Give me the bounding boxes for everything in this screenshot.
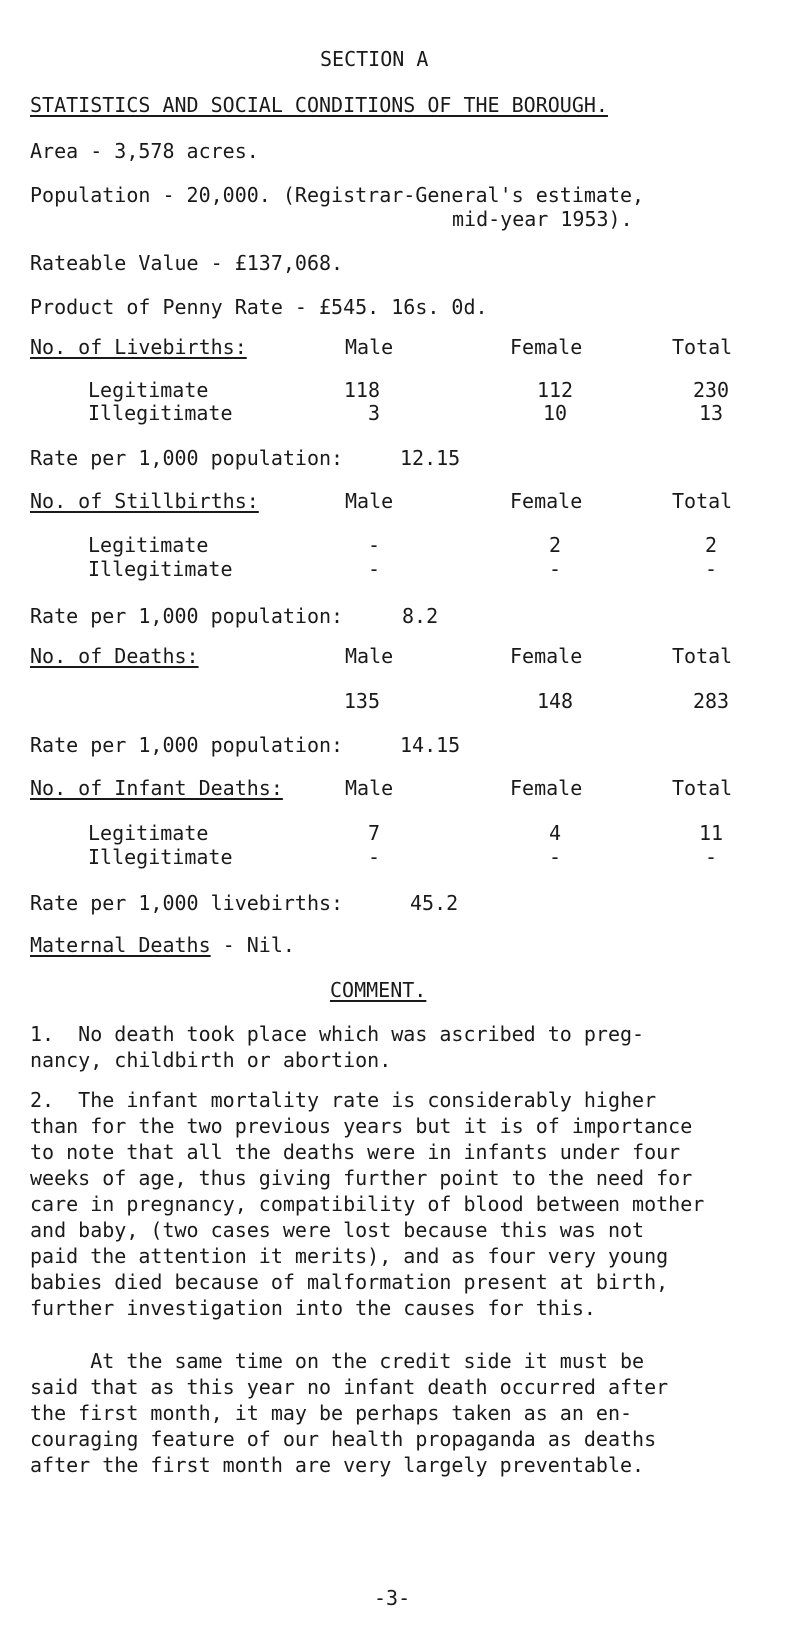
livebirths-row-label: Legitimate [88, 378, 209, 402]
livebirths-total-value: 13 [698, 401, 724, 425]
deaths-male-value: 135 [343, 689, 380, 713]
comment-line: 1. No death took place which was ascribed to preg- [30, 1022, 645, 1046]
infant-deaths-male-value: - [367, 845, 380, 869]
infant-deaths-rate-value: 45.2 [410, 891, 459, 915]
infant-deaths-male-value: 7 [367, 821, 380, 845]
comment-line: further investigation into the causes for this. [30, 1296, 596, 1320]
livebirths-female-value: 10 [542, 401, 568, 425]
livebirths-female-value: 112 [536, 378, 574, 402]
maternal-deaths-value: - Nil. [210, 933, 295, 957]
penny-rate-line: Product of Penny Rate - £545. 16s. 0d. [30, 295, 488, 319]
rateable-value-line: Rateable Value - £137,068. [30, 251, 344, 275]
comment-line: after the first month are very largely preventable. [30, 1453, 645, 1477]
livebirths-heading: No. of Livebirths: [30, 335, 247, 359]
comment-line: to note that all the deaths were in infants under four [30, 1140, 681, 1164]
comment-heading: COMMENT. [330, 978, 427, 1002]
deaths-col-male: Male [345, 644, 394, 668]
infant-deaths-row-label: Legitimate [88, 821, 209, 845]
infant-deaths-total-value: 11 [698, 821, 724, 845]
infant-deaths-female-value: 4 [548, 821, 562, 845]
livebirths-row-label: Illegitimate [88, 401, 233, 425]
page-title: STATISTICS AND SOCIAL CONDITIONS OF THE BOROUGH. [30, 93, 608, 117]
deaths-total-value: 283 [692, 689, 730, 713]
deaths-rate-label: Rate per 1,000 population: [30, 733, 344, 757]
livebirths-male-value: 118 [343, 378, 380, 402]
comment-line: nancy, childbirth or abortion. [30, 1048, 392, 1072]
stillbirths-total-value: 2 [704, 533, 718, 557]
population-line: Population - 20,000. (Registrar-General's estimate, [30, 183, 645, 207]
stillbirths-col-male: Male [345, 489, 394, 513]
deaths-col-total: Total [672, 644, 733, 668]
stillbirths-female-value: 2 [548, 533, 562, 557]
comment-line: said that as this year no infant death occurred after [30, 1375, 669, 1399]
stillbirths-col-female: Female [510, 489, 583, 513]
stillbirths-female-value: - [548, 557, 562, 581]
infant-deaths-col-total: Total [672, 776, 733, 800]
infant-deaths-female-value: - [548, 845, 562, 869]
maternal-deaths-line [30, 932, 295, 958]
infant-deaths-rate-label: Rate per 1,000 livebirths: [30, 891, 344, 915]
comment-paragraph-3 [30, 1348, 668, 1478]
livebirths-total-value: 230 [692, 378, 730, 402]
comment-line: weeks of age, thus giving further point to the need for [30, 1166, 693, 1190]
comment-line: than for the two previous years but it is of importance [30, 1114, 693, 1138]
stillbirths-rate-label: Rate per 1,000 population: [30, 604, 344, 628]
page-number: -3- [374, 1586, 411, 1610]
infant-deaths-col-female: Female [510, 776, 583, 800]
livebirths-col-total: Total [672, 335, 733, 359]
comment-line: and baby, (two cases were lost because this was not [30, 1218, 645, 1242]
infant-deaths-total-value: - [704, 845, 718, 869]
infant-deaths-col-male: Male [345, 776, 394, 800]
stillbirths-heading: No. of Stillbirths: [30, 489, 259, 513]
deaths-heading: No. of Deaths: [30, 644, 199, 668]
population-line-continued: mid-year 1953). [452, 207, 633, 231]
maternal-deaths-heading: Maternal Deaths [30, 933, 211, 957]
stillbirths-male-value: - [367, 557, 380, 581]
stillbirths-row-label: Legitimate [88, 533, 209, 557]
comment-paragraph-2 [30, 1087, 704, 1321]
comment-line: the first month, it may be perhaps taken as an en- [30, 1401, 633, 1425]
comment-line: At the same time on the credit side it must be [30, 1349, 645, 1373]
comment-line: couraging feature of our health propaganda as deaths [30, 1427, 657, 1451]
comment-line: babies died because of malformation present at birth, [30, 1270, 669, 1294]
stillbirths-row-label: Illegitimate [88, 557, 233, 581]
deaths-col-female: Female [510, 644, 583, 668]
stillbirths-col-total: Total [672, 489, 733, 513]
comment-line: care in pregnancy, compatibility of blood between mother [30, 1192, 705, 1216]
section-heading: SECTION A [320, 47, 429, 71]
infant-deaths-row-label: Illegitimate [88, 845, 233, 869]
area-line: Area - 3,578 acres. [30, 139, 259, 163]
stillbirths-male-value: - [367, 533, 380, 557]
infant-deaths-heading: No. of Infant Deaths: [30, 776, 283, 800]
livebirths-rate-value: 12.15 [400, 446, 461, 470]
comment-line: paid the attention it merits), and as four very young [30, 1244, 669, 1268]
stillbirths-total-value: - [704, 557, 718, 581]
livebirths-rate-label: Rate per 1,000 population: [30, 446, 344, 470]
stillbirths-rate-value: 8.2 [402, 604, 439, 628]
livebirths-col-male: Male [345, 335, 394, 359]
comment-paragraph-1 [30, 1021, 644, 1073]
livebirths-male-value: 3 [367, 401, 380, 425]
livebirths-col-female: Female [510, 335, 583, 359]
comment-line: 2. The infant mortality rate is considerably higher [30, 1088, 657, 1112]
deaths-rate-value: 14.15 [400, 733, 461, 757]
deaths-female-value: 148 [536, 689, 574, 713]
